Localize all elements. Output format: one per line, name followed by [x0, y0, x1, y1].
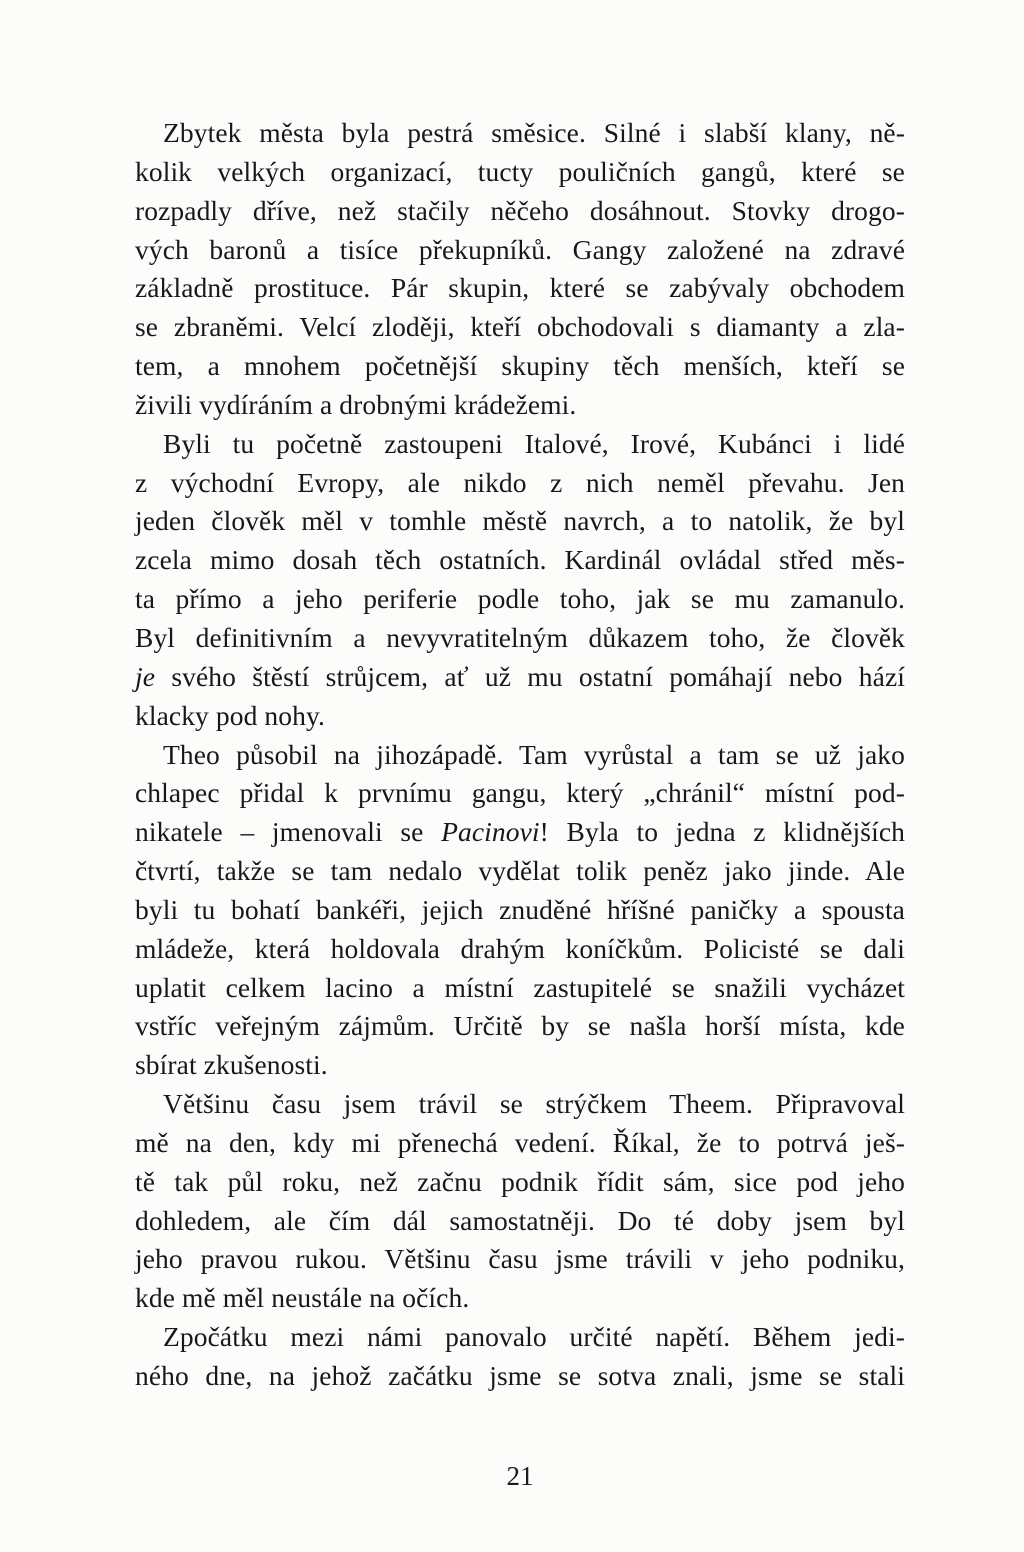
text-segment: zcela mimo dosah těch ostatních. Kardinál ovládal střed měs-	[135, 544, 905, 576]
text-segment: nikatele – jmenovali se	[135, 816, 442, 848]
text-segment: vstříc veřejným zájmům. Určitě by se našla horší místa, kde	[135, 1010, 905, 1042]
text-line	[135, 114, 905, 153]
text-line	[135, 969, 905, 1008]
text-segment: byli tu bohatí bankéři, jejich znuděné hříšné paničky a spousta	[135, 893, 905, 925]
text-segment: se zbraněmi. Velcí zloději, kteří obchodovali s diamanty a zla-	[135, 311, 905, 343]
text-line	[135, 464, 905, 503]
text-line	[135, 425, 905, 464]
text-segment: dohledem, ale čím dál samostatněji. Do té doby jsem byl	[135, 1204, 905, 1236]
text-line	[135, 1124, 905, 1163]
text-segment: svého štěstí strůjcem, ať už mu ostatní pomáhají nebo hází	[155, 660, 905, 692]
text-line	[135, 774, 905, 813]
text-segment: Většinu času jsem trávil se strýčkem Theem. Připravoval	[163, 1088, 905, 1120]
text-line	[135, 1046, 905, 1085]
text-segment: sbírat zkušenosti.	[135, 1049, 328, 1081]
text-line	[135, 1163, 905, 1202]
text-segment: čtvrtí, takže se tam nedalo vydělat tolik peněz jako jinde. Ale	[135, 855, 905, 887]
text-segment: jeho pravou rukou. Většinu času jsme trávili v jeho podniku,	[135, 1243, 905, 1275]
text-segment: Byli tu početně zastoupeni Italové, Irové, Kubánci i lidé	[163, 427, 905, 459]
text-line	[135, 891, 905, 930]
text-segment: vých baronů a tisíce překupníků. Gangy založené na zdravé	[135, 233, 905, 265]
text-line	[135, 930, 905, 969]
text-line	[135, 1007, 905, 1046]
text-segment: jeden člověk měl v tomhle městě navrch, a to natolik, že byl	[135, 505, 905, 537]
text-line	[135, 308, 905, 347]
text-line	[135, 1085, 905, 1124]
text-segment: chlapec přidal k prvnímu gangu, který „chránil“ místní pod-	[135, 777, 905, 809]
text-segment: uplatit celkem lacino a místní zastupitelé se snažili vycházet	[135, 971, 905, 1003]
text-segment: rozpadly dříve, než stačily něčeho dosáhnout. Stovky drogo-	[135, 194, 905, 226]
text-line	[135, 386, 905, 425]
italic-text-segment: je	[135, 660, 156, 692]
text-segment: ta přímo a jeho periferie podle toho, jak se mu zamanulo.	[135, 583, 905, 615]
italic-text-segment: Pacinovi	[441, 816, 540, 848]
text-line	[135, 1240, 905, 1279]
text-segment: mládeže, která holdovala drahým koníčkům. Policisté se dali	[135, 932, 905, 964]
text-segment: tě tak půl roku, než začnu podnik řídit sám, sice pod jeho	[135, 1165, 905, 1197]
text-line	[135, 1279, 905, 1318]
text-line	[135, 813, 905, 852]
text-line	[135, 192, 905, 231]
text-line	[135, 658, 905, 697]
text-segment: ! Byla to jedna z klidnějších	[539, 816, 905, 848]
text-segment: kde mě měl neustále na očích.	[135, 1282, 470, 1314]
text-segment: mě na den, kdy mi přenechá vedení. Říkal, že to potrvá ješ-	[135, 1126, 905, 1158]
text-line	[135, 697, 905, 736]
text-line	[135, 231, 905, 270]
text-block	[135, 114, 905, 1396]
text-segment: základně prostituce. Pár skupin, které se zabývaly obchodem	[135, 272, 905, 304]
text-line	[135, 1357, 905, 1396]
text-line	[135, 269, 905, 308]
text-segment: živili vydíráním a drobnými krádežemi.	[135, 388, 577, 420]
text-segment: tem, a mnohem početnější skupiny těch menších, kteří se	[135, 350, 905, 382]
text-line	[135, 619, 905, 658]
text-segment: z východní Evropy, ale nikdo z nich neměl převahu. Jen	[135, 466, 905, 498]
text-segment: Zpočátku mezi námi panovalo určité napětí. Během jedi-	[163, 1321, 905, 1353]
page-number: 21	[506, 1461, 534, 1491]
text-segment: Theo působil na jihozápadě. Tam vyrůstal a tam se už jako	[163, 738, 905, 770]
text-segment: Byl definitivním a nevyvratitelným důkazem toho, že člověk	[135, 621, 905, 653]
text-line	[135, 153, 905, 192]
text-line	[135, 347, 905, 386]
text-line	[135, 580, 905, 619]
text-segment: kolik velkých organizací, tucty pouličních gangů, které se	[135, 155, 905, 187]
text-segment: Zbytek města byla pestrá směsice. Silné i slabší klany, ně-	[163, 117, 905, 148]
text-line	[135, 1202, 905, 1241]
text-line	[135, 502, 905, 541]
text-segment: klacky pod nohy.	[135, 699, 325, 731]
text-line	[135, 1318, 905, 1357]
text-line	[135, 852, 905, 891]
text-segment: ného dne, na jehož začátku jsme se sotva znali, jsme se stali	[135, 1360, 905, 1391]
text-line	[135, 736, 905, 775]
text-line	[135, 541, 905, 580]
